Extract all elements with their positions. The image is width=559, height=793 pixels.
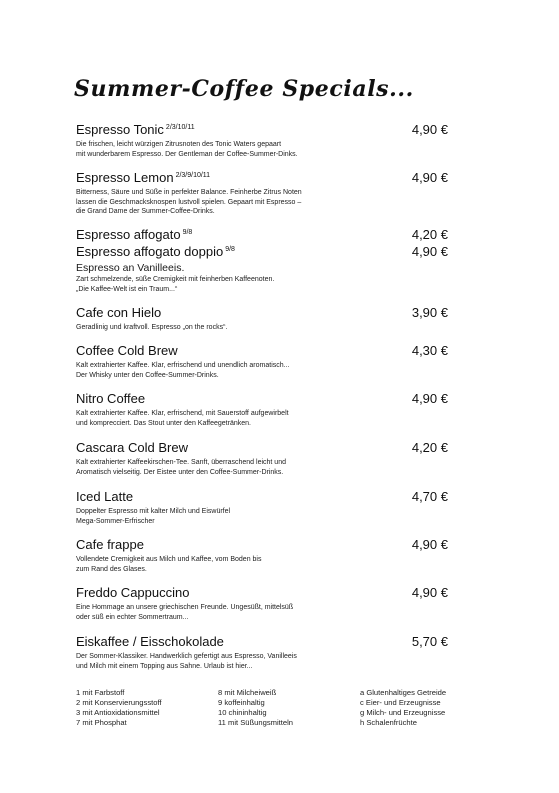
item-price: 4,20 € xyxy=(411,440,448,455)
menu-item-eiskaffee xyxy=(76,634,448,671)
item-name: Iced Latte xyxy=(76,489,134,504)
item-name: Espresso Tonic xyxy=(76,122,164,137)
legend-entry: 7 mit Phosphat xyxy=(76,718,127,727)
item-price: 4,90 € xyxy=(411,537,448,552)
item-name-doppio: Espresso affogato doppio xyxy=(76,244,224,259)
item-additives: 9/8 xyxy=(182,229,193,236)
legend-entry: 8 mit Milcheiweiß xyxy=(218,688,277,697)
menu-item-espresso-tonic xyxy=(76,122,448,159)
item-description: Zart schmelzende, süße Cremigkeit mit feinherben Kaffeenoten. „Die Kaffee-Welt ist ein Traum...“ xyxy=(76,276,275,293)
item-price: 3,90 € xyxy=(411,305,448,320)
item-description: Die frischen, leicht würzigen Zitrusnoten des Tonic Waters gepaart mit wunderbarem Espresso. Der Gentleman der Coffee-Summer-Dinks. xyxy=(76,141,298,158)
menu-item-nitro-coffee xyxy=(76,391,448,428)
item-name: Nitro Coffee xyxy=(76,391,146,406)
item-description: Kalt extrahierter Kaffeekirschen-Tee. Sanft, überraschend leicht und Aromatisch vielseitig. Der Eistee unter den Coffee-Summer-Drinks. xyxy=(76,459,286,476)
item-name: Cascara Cold Brew xyxy=(76,440,188,455)
legend-entry: 1 mit Farbstoff xyxy=(76,688,125,697)
item-price: 4,20 € xyxy=(411,227,448,242)
item-description: Bitterness, Säure und Süße in perfekter Balance. Feinherbe Zitrus Noten lassen die Geschmacksknospen lustvoll spielen. Gepaart mit Espresso – die Grand Dame der Summer-Coffee-Drinks. xyxy=(76,189,302,215)
page-title: Summer-Coffee Specials... xyxy=(74,76,414,102)
legend-entry: 10 chininhaltig xyxy=(218,708,267,717)
legend-entry: g Milch- und Erzeugnisse xyxy=(360,708,446,717)
item-description: Vollendete Cremigkeit aus Milch und Kaffee, vom Boden bis zum Rand des Glases. xyxy=(76,556,262,573)
item-name: Coffee Cold Brew xyxy=(76,343,178,358)
item-description: Der Sommer-Klassiker. Handwerklich gefertigt aus Espresso, Vanilleeis und Milch mit einem Topping aus Sahne. Urlaub ist hier... xyxy=(76,653,297,670)
additives-legend xyxy=(76,688,476,728)
legend-column xyxy=(218,688,360,728)
item-description: Geradlinig und kraftvoll. Espresso „on the rocks“. xyxy=(76,324,228,331)
item-subtitle: Espresso an Vanilleeis. xyxy=(76,262,185,274)
item-description: Kalt extrahierter Kaffee. Klar, erfrischend und unendlich aromatisch... Der Whisky unter den Coffee-Summer-Drinks. xyxy=(76,362,290,379)
item-name: Freddo Cappuccino xyxy=(76,585,190,600)
menu-item-coffee-cold-brew xyxy=(76,343,448,380)
item-price-doppio: 4,90 € xyxy=(411,244,448,259)
legend-entry: a Glutenhaltiges Getreide xyxy=(360,688,447,697)
menu-item-freddo-cappuccino xyxy=(76,585,448,622)
item-name: Eiskaffee / Eisschokolade xyxy=(76,634,224,649)
item-price: 4,70 € xyxy=(411,489,448,504)
legend-entry: 11 mit Süßungsmitteln xyxy=(218,718,293,727)
item-name: Cafe frappe xyxy=(76,537,144,552)
item-price: 4,30 € xyxy=(411,343,448,358)
menu-item-cafe-frappe xyxy=(76,537,448,574)
item-description: Doppelter Espresso mit kalter Milch und Eiswürfel Mega-Sommer-Erfrischer xyxy=(76,508,231,525)
item-additives: 2/3/9/10/11 xyxy=(175,172,211,179)
legend-entry: 9 koffeinhaltig xyxy=(218,698,265,707)
item-additives: 2/3/10/11 xyxy=(165,124,195,131)
menu-item-iced-latte xyxy=(76,489,448,526)
legend-column xyxy=(76,688,218,728)
item-price: 4,90 € xyxy=(411,122,448,137)
item-price: 4,90 € xyxy=(411,391,448,406)
item-description: Eine Hommage an unsere griechischen Freunde. Ungesüßt, mittelsüß oder süß ein echter Sommertraum... xyxy=(76,604,294,621)
menu-item-cafe-con-hielo xyxy=(76,305,448,333)
item-name: Espresso Lemon xyxy=(76,170,174,185)
item-name: Espresso affogato xyxy=(76,227,181,242)
menu-item-espresso-affogato xyxy=(76,227,448,294)
menu-item-cascara-cold-brew xyxy=(76,440,448,477)
item-price: 5,70 € xyxy=(411,634,448,649)
legend-column xyxy=(360,688,476,728)
item-description: Kalt extrahierter Kaffee. Klar, erfrischend, mit Sauerstoff aufgewirbelt und komprессiert. Das Stout unter den Kaffeegetränken. xyxy=(76,410,289,427)
menu-item-espresso-lemon xyxy=(76,170,448,217)
legend-entry: 3 mit Antioxidationsmittel xyxy=(76,708,160,717)
item-price: 4,90 € xyxy=(411,170,448,185)
item-name: Cafe con Hielo xyxy=(76,305,162,320)
legend-entry: h Schalenfrüchte xyxy=(360,718,417,727)
item-additives: 9/8 xyxy=(225,246,235,253)
legend-entry: c Eier- und Erzeugnisse xyxy=(360,698,441,707)
legend-entry: 2 mit Konservierungsstoff xyxy=(76,698,162,707)
item-price: 4,90 € xyxy=(411,585,448,600)
